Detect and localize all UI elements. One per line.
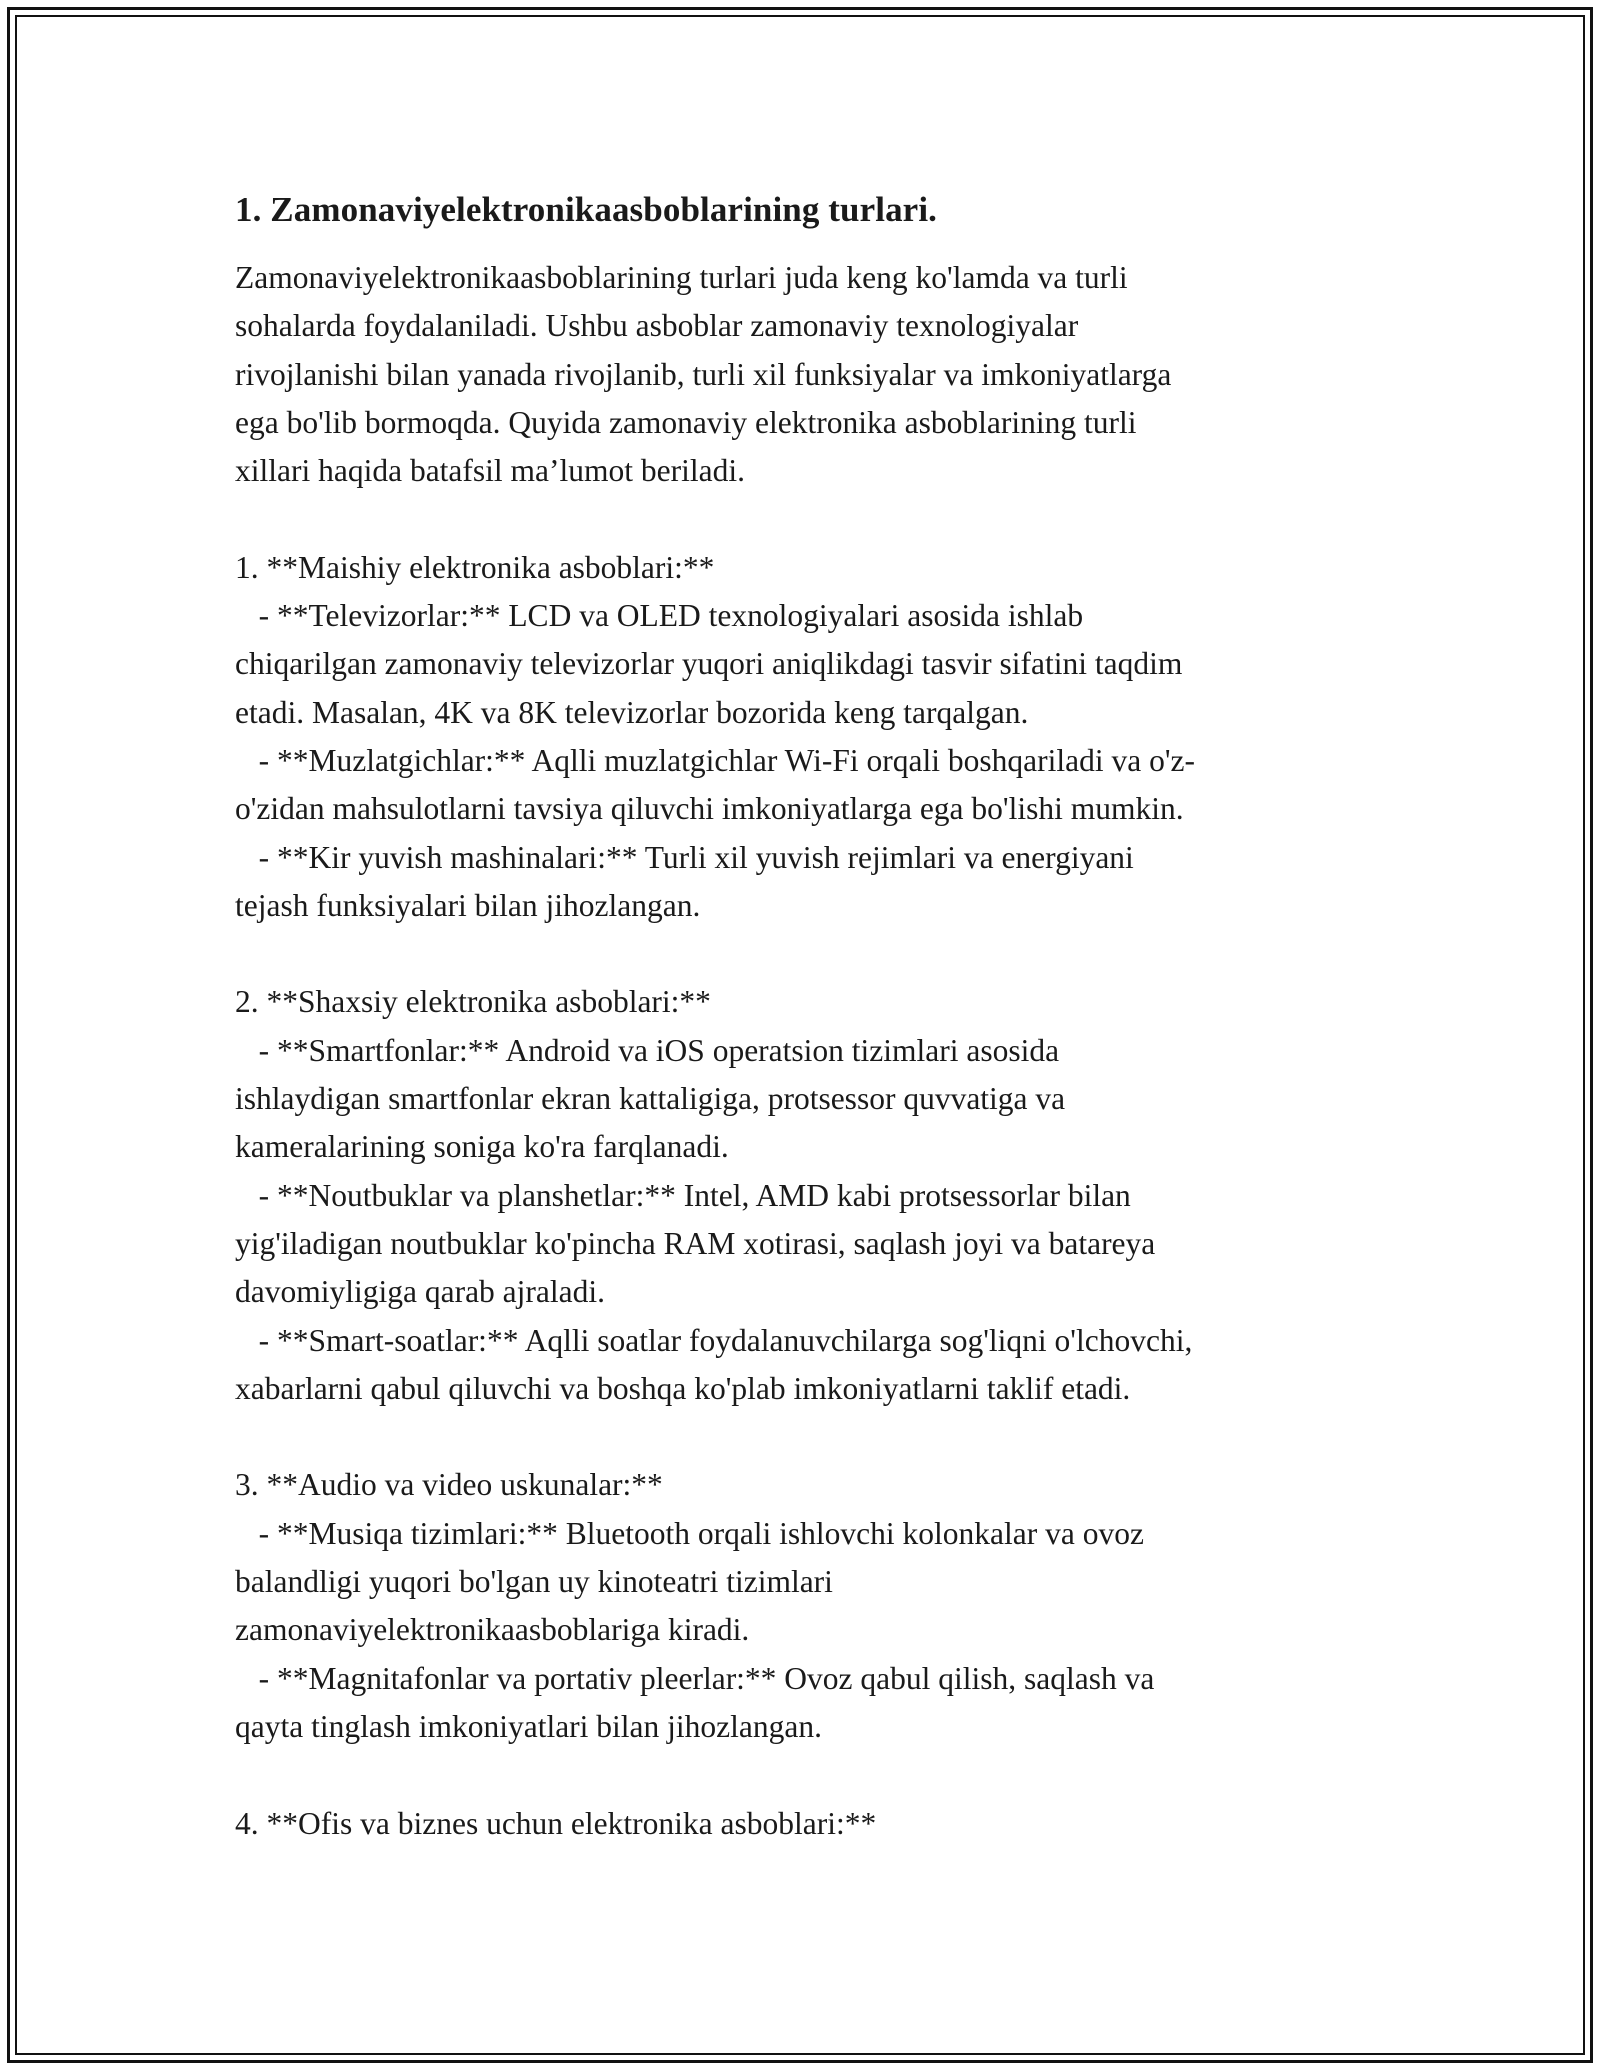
section-title: 3. **Audio va video uskunalar:**	[235, 1467, 663, 1503]
spacer	[235, 930, 1385, 978]
section-title: 4. **Ofis va biznes uchun elektronika asboblari:**	[235, 1805, 877, 1841]
spacer	[235, 495, 1385, 543]
section-2	[235, 978, 1385, 1413]
spacer	[235, 1413, 1385, 1461]
list-item: - **Muzlatgichlar:** Aqlli muzlatgichlar Wi-Fi orqali boshqariladi va o'z- o'zidan mahsulotlarni tavsiya qiluvchi imkoniyatlarga ega bo'lishi mumkin.	[235, 742, 1195, 827]
list-item: - **Televizorlar:** LCD va OLED texnologiyalari asosida ishlab chiqarilgan zamonaviy televizorlar yuqori aniqlikdagi tasvir sifatini taqdim etadi. Masalan, 4K va 8K televizorlar bozorida keng tarqalgan.	[235, 598, 1183, 730]
list-item: - **Kir yuvish mashinalari:** Turli xil yuvish rejimlari va energiyani tejash funksiyalari bilan jihozlangan.	[235, 839, 1134, 923]
list-item: - **Musiqa tizimlari:** Bluetooth orqali ishlovchi kolonkalar va ovoz balandligi yuqori bo'lgan uy kinoteatri tizimlari zamonaviyelektronikaasboblariga kiradi.	[235, 1515, 1144, 1648]
intro-paragraph: Zamonaviyelektronikaasboblarining turlari juda keng ko'lamda va turli sohalarda foydalaniladi. Ushbu asboblar zamonaviy texnologiyalar rivojlanishi bilan yanada rivojlanib, turli xil funksiyalar va imkoniyatlarga ega bo'lib bormoqda. Quyida zamonaviy elektronika asboblarining turli xillari haqida batafsil ma’lumot beriladi.	[235, 260, 1172, 489]
spacer	[235, 1751, 1385, 1799]
document-heading: 1. Zamonaviyelektronikaasboblarining turlari.	[235, 190, 937, 229]
list-item: - **Smart-soatlar:** Aqlli soatlar foydalanuvchilarga sog'liqni o'lchovchi, xabarlarni qabul qiluvchi va boshqa ko'plab imkoniyatlarni taklif etadi.	[235, 1322, 1193, 1406]
section-title: 1. **Maishiy elektronika asboblari:**	[235, 549, 715, 585]
list-item: - **Noutbuklar va planshetlar:** Intel, AMD kabi protsessorlar bilan yig'iladigan noutbuklar ko'pincha RAM xotirasi, saqlash joyi va batareya davomiyligiga qarab ajraladi.	[235, 1177, 1156, 1310]
list-item: - **Magnitafonlar va portativ pleerlar:** Ovoz qabul qilish, saqlash va qayta tinglash imkoniyatlari bilan jihozlangan.	[235, 1660, 1155, 1744]
section-title: 2. **Shaxsiy elektronika asboblari:**	[235, 984, 711, 1020]
section-4	[235, 1800, 1385, 1848]
section-1	[235, 544, 1385, 930]
document-body	[235, 186, 1385, 1848]
list-item: - **Smartfonlar:** Android va iOS operatsion tizimlari asosida ishlaydigan smartfonlar ekran kattaligiga, protsessor quvvatiga va kameralarining soniga ko'ra farqlanadi.	[235, 1032, 1066, 1165]
section-3	[235, 1461, 1385, 1751]
